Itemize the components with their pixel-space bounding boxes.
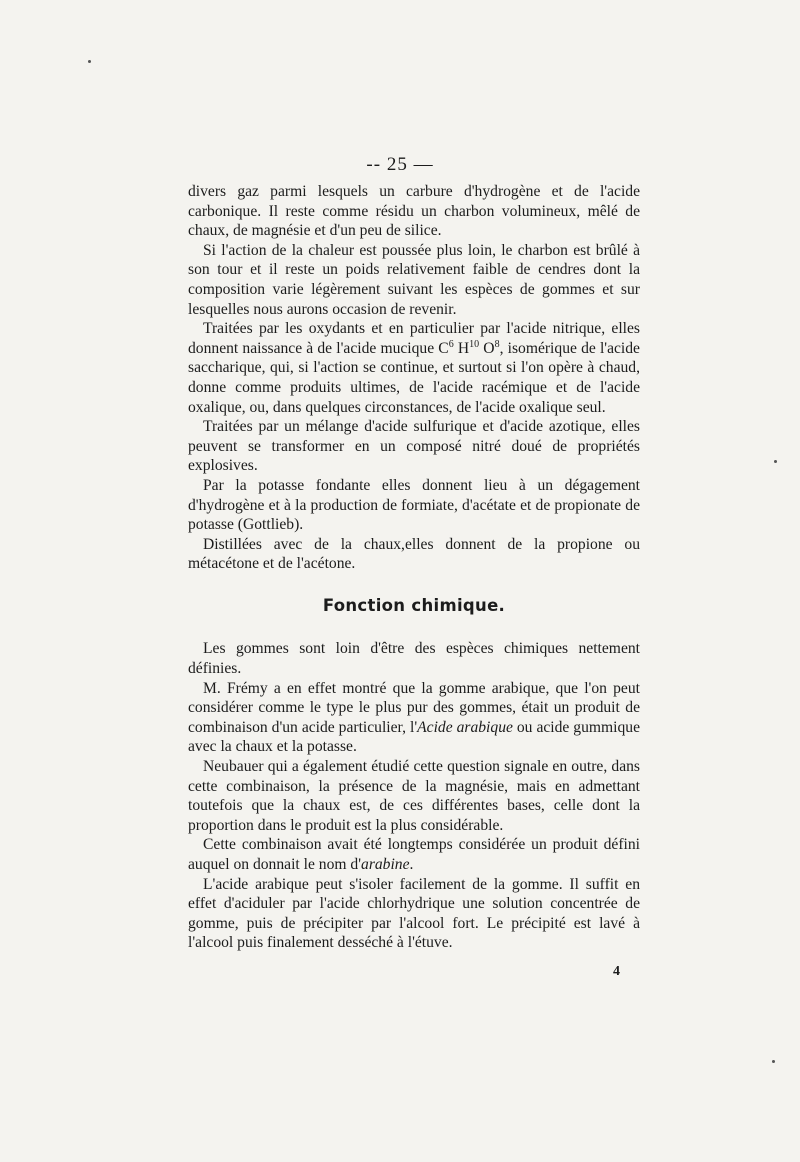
paragraph: divers gaz parmi lesquels un carbure d'hydrogène et de l'acide carbonique. Il reste comme résidu un charbon volumineux, mêlé de chaux, de magnésie et d'un peu de silice. — [188, 183, 640, 240]
subscript-number: 10 — [469, 338, 480, 350]
paragraph — [188, 835, 640, 874]
italic-term: Acide arabique — [417, 718, 513, 736]
text-run: M. Frémy a en effet montré que la gomme arabique, que l'on peut considérer comme le type le plus pur des gommes, était un produit de combinaison d'un acide particulier, l' — [188, 679, 640, 736]
text-run: . — [409, 856, 414, 873]
subscript-number: 8 — [494, 338, 500, 350]
body-text — [188, 182, 640, 953]
paragraph: Les gommes sont loin d'être des espèces chimiques nettement définies. — [188, 640, 640, 678]
page-number: -- 25 — — [366, 154, 434, 175]
text-run: ou acide gummique avec la chaux et la potasse. — [188, 718, 641, 756]
signature-mark: 4 — [613, 964, 620, 979]
paragraph — [188, 679, 640, 757]
paragraph: Neubauer qui a également étudié cette question signale en outre, dans cette combinaison, la présence de la magnésie, mais en admettant toutefois que la chaux est, de ces différentes bases, celle dont la proportion dans le produit est la plus considérable. — [188, 758, 640, 834]
text-run: Cette combinaison avait été longtemps considérée un produit défini auquel on donnait le nom d' — [188, 836, 640, 873]
paragraph: Si l'action de la chaleur est poussée plus loin, le charbon est brûlé à son tour et il reste un poids relativement faible de cendres dont la composition varie légèrement suivant les espèces de gommes et sur lesquelles nous aurons occasion de revenir. — [188, 241, 640, 318]
section-heading: Fonction chimique. — [322, 595, 506, 615]
text-run: Traitées par les oxydants et en particulier par l'acide nitrique, elles donnent naissance à de l'acide mucique C — [188, 320, 640, 357]
subscript-number: 6 — [448, 338, 454, 350]
text-run: H — [453, 339, 470, 357]
paragraph: Distillées avec de la chaux,elles donnent de la propione ou métacétone et de l'acétone. — [188, 535, 640, 573]
paragraph — [188, 319, 640, 417]
paper-speck — [88, 60, 91, 63]
paper-speck — [772, 1060, 775, 1063]
text-run: , isomérique de l'acide saccharique, qui, si l'action se continue, et surtout si l'on opère à chaud, donne comme produits ultimes, de l'acide racémique et de l'acide oxalique, ou, dans quelques circonstances, de l'acide oxalique seul. — [188, 339, 640, 416]
paragraph: Par la potasse fondante elles donnent lieu à un dégagement d'hydrogène et à la production de formiate, d'acétate et de propionate de potasse (Gottlieb). — [188, 476, 640, 534]
paper-speck — [774, 460, 777, 463]
paragraph: L'acide arabique peut s'isoler facilement de la gomme. Il suffit en effet d'aciduler par l'acide chlorhydrique une solution concentrée de gomme, puis de précipiter par l'alcool fort. Le précipité est lavé à l'alcool puis finalement desséché à l'étuve. — [188, 875, 640, 952]
italic-term: arabine — [361, 856, 410, 873]
paragraph: Traitées par un mélange d'acide sulfurique et d'acide azotique, elles peuvent se transformer en un composé nitré doué de propriétés explosives. — [188, 418, 640, 475]
text-run: O — [479, 339, 495, 357]
